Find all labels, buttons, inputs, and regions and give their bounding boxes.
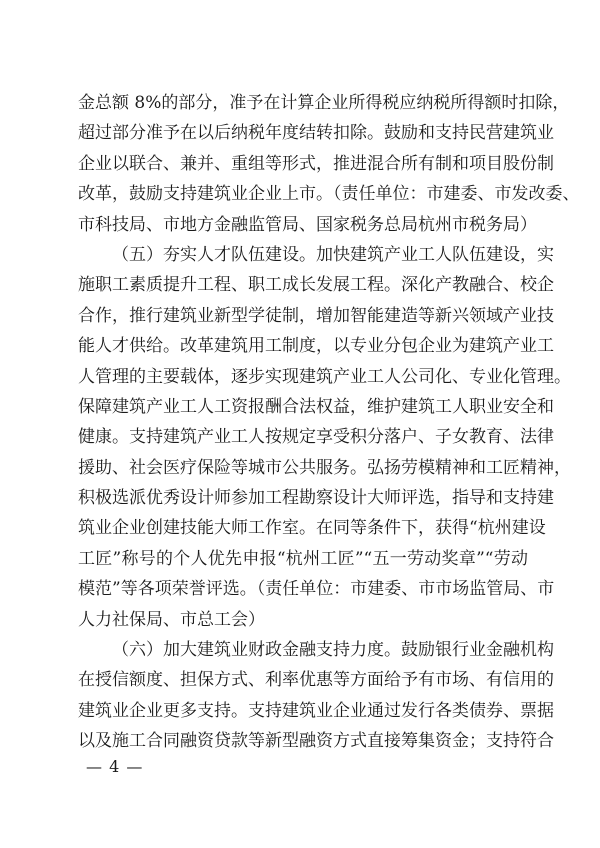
text-line: 企业以联合、兼并、重组等形式，推进混合所有制和项目股份制 xyxy=(78,153,554,174)
text-line: 人管理的主要载体，逐步实现建筑产业工人公司化、专业化管理。 xyxy=(78,366,571,387)
text-line: 保障建筑产业工人工资报酬合法权益，维护建筑工人职业安全和 xyxy=(78,396,554,417)
text-line: 超过部分准予在以后纳税年度结转扣除。鼓励和支持民营建筑业 xyxy=(78,123,554,144)
text-line: 建筑业企业更多支持。支持建筑业企业通过发行各类债券、票据 xyxy=(78,700,554,721)
document-body xyxy=(78,88,580,757)
text-line: 健康。支持建筑产业工人按规定享受积分落户、子女教育、法律 xyxy=(78,427,554,448)
text-line: 金总额 8%的部分，准予在计算企业所得税应纳税所得额时扣除， xyxy=(78,93,570,113)
text-line: 工匠”称号的个人优先申报“杭州工匠”“五一劳动奖章”“劳动 xyxy=(78,548,528,569)
text-line: 以及施工合同融资贷款等新型融资方式直接筹集资金；支持符合 xyxy=(78,731,554,752)
section-heading-line: （五）夯实人才队伍建设。加快建筑产业工人队伍建设，实 xyxy=(112,244,554,265)
text-line: 合作，推行建筑业新型学徒制，增加智能建造等新兴领域产业技 xyxy=(78,305,554,326)
text-line: 改革，鼓励支持建筑业企业上市。（责任单位：市建委、市发改委、 xyxy=(78,184,580,205)
text-line: 积极选派优秀设计师参加工程勘察设计大师评选，指导和支持建 xyxy=(78,488,554,509)
text-line: 在授信额度、担保方式、利率优惠等方面给予有市场、有信用的 xyxy=(78,670,554,691)
text-line: 施职工素质提升工程、职工成长发展工程。深化产教融合、校企 xyxy=(78,275,554,296)
section-heading-line: （六）加大建筑业财政金融支持力度。鼓励银行业金融机构 xyxy=(112,640,554,661)
text-line: 人力社保局、市总工会） xyxy=(78,609,265,630)
page-number: — 4 — xyxy=(86,757,144,776)
text-line: 筑业企业创建技能大师工作室。在同等条件下，获得“杭州建设 xyxy=(78,518,546,539)
text-line: 模范”等各项荣誉评选。（责任单位：市建委、市市场监管局、市 xyxy=(78,579,555,600)
text-line: 援助、社会医疗保险等城市公共服务。弘扬劳模精神和工匠精神， xyxy=(78,457,571,478)
text-line: 能人才供给。改革建筑用工制度，以专业分包企业为建筑产业工 xyxy=(78,336,554,357)
text-line: 市科技局、市地方金融监管局、国家税务总局杭州市税务局） xyxy=(78,214,537,235)
